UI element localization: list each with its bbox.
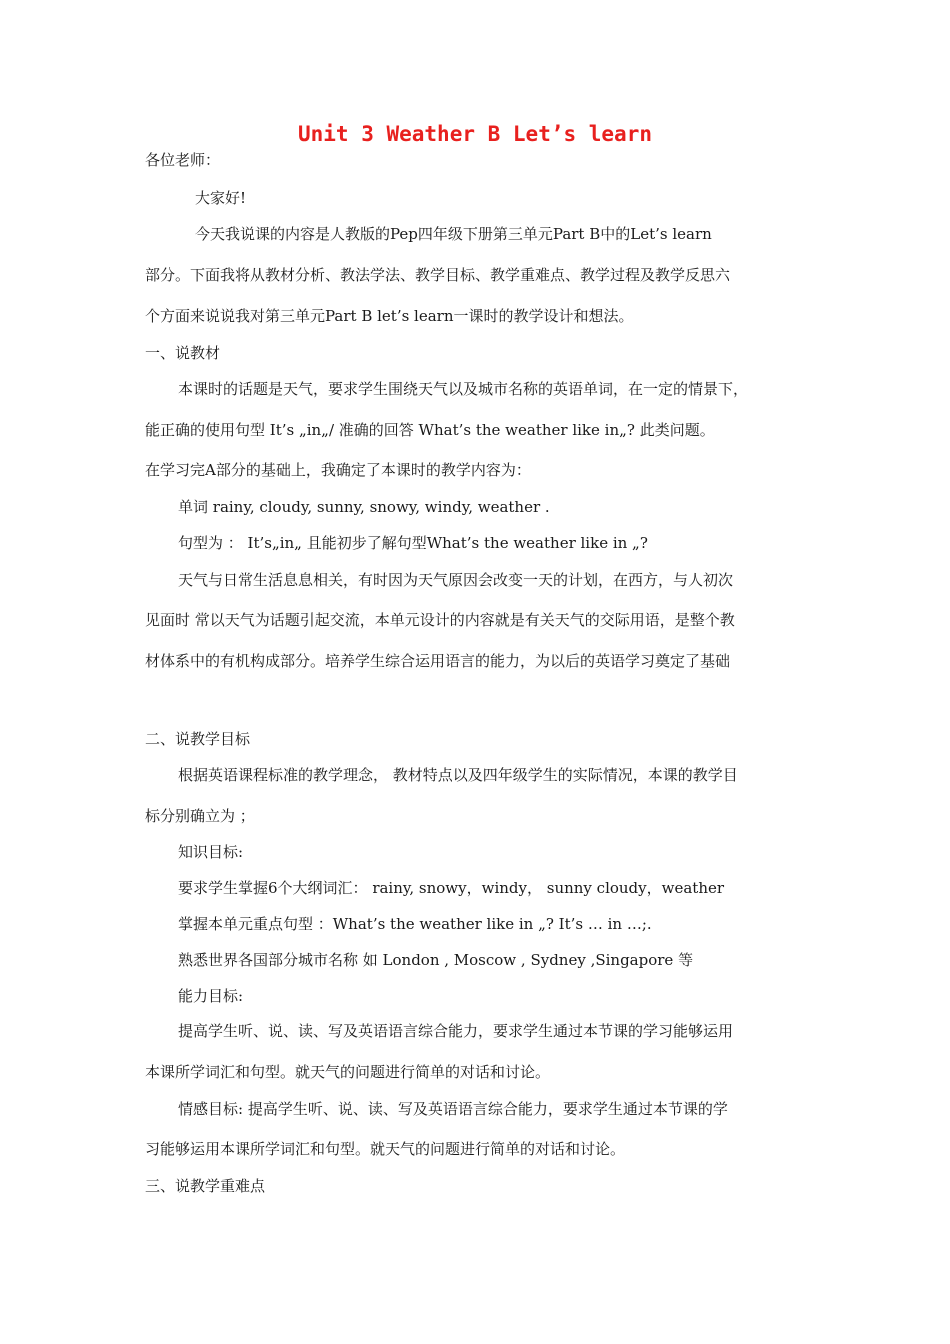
paragraph-line: 要求学生掌握6个大纲词汇： rainy, snowy，windy， sunny cloudy，weather — [178, 879, 725, 897]
greeting: 大家好! — [195, 189, 247, 207]
paragraph-line: 部分。下面我将从教材分析、教法学法、教学目标、教学重难点、教学过程及教学反思六 — [145, 266, 731, 284]
paragraph-line: 本课所学词汇和句型。就天气的问题进行简单的对话和讨论。 — [145, 1063, 551, 1081]
document-title: Unit 3 Weather B Let’s learn — [297, 122, 652, 146]
paragraph-line: 见面时 常以天气为话题引起交流，本单元设计的内容就是有关天气的交际用语，是整个教 — [145, 611, 735, 629]
paragraph-line: 标分别确立为 ； — [145, 807, 255, 825]
paragraph-line: 材体系中的有机构成部分。培养学生综合运用语言的能力，为以后的英语学习奠定了基础 — [145, 652, 731, 670]
paragraph-line: 情感目标: 提高学生听、说、读、写及英语语言综合能力，要求学生通过本节课的学 — [178, 1100, 728, 1118]
paragraph-line: 单词 rainy, cloudy, sunny, snowy, windy, weather . — [178, 498, 550, 516]
subheading: 知识目标: — [178, 843, 244, 861]
paragraph-line: 今天我说课的内容是人教版的Pep四年级下册第三单元Part B中的Let’s learn — [195, 225, 712, 243]
paragraph-line: 句型为 ： It’s„in„ 且能初步了解句型What’s the weather like in „? — [178, 534, 648, 552]
paragraph-line: 提高学生听、说、读、写及英语语言综合能力，要求学生通过本节课的学习能够运用 — [178, 1022, 734, 1040]
salutation: 各位老师： — [145, 151, 221, 169]
paragraph-line: 掌握本单元重点句型 ：What’s the weather like in „? It’s … in …;. — [178, 915, 652, 933]
subheading: 能力目标: — [178, 987, 244, 1005]
section-heading: 一、说教材 — [145, 344, 221, 362]
paragraph-line: 能正确的使用句型 It’s „in„/ 准确的回答 What’s the weather like in„? 此类问题。 — [145, 421, 715, 439]
paragraph-line: 天气与日常生活息息相关，有时因为天气原因会改变一天的计划，在西方，与人初次 — [178, 571, 734, 589]
paragraph-line: 根据英语课程标准的教学理念， 教材特点以及四年级学生的实际情况，本课的教学目 — [178, 766, 738, 784]
paragraph-line: 在学习完A部分的基础上，我确定了本课时的教学内容为： — [145, 461, 531, 479]
section-heading: 二、说教学目标 — [145, 730, 251, 748]
paragraph-line: 熟悉世界各国部分城市名称 如 London , Moscow , Sydney ,Singapore 等 — [178, 951, 694, 969]
paragraph-line: 习能够运用本课所学词汇和句型。就天气的问题进行简单的对话和讨论。 — [145, 1140, 626, 1158]
paragraph-line: 本课时的话题是天气，要求学生围绕天气以及城市名称的英语单词，在一定的情景下， — [178, 380, 749, 398]
section-heading: 三、说教学重难点 — [145, 1177, 266, 1195]
paragraph-line: 个方面来说说我对第三单元Part B let’s learn一课时的教学设计和想法。 — [145, 307, 634, 325]
